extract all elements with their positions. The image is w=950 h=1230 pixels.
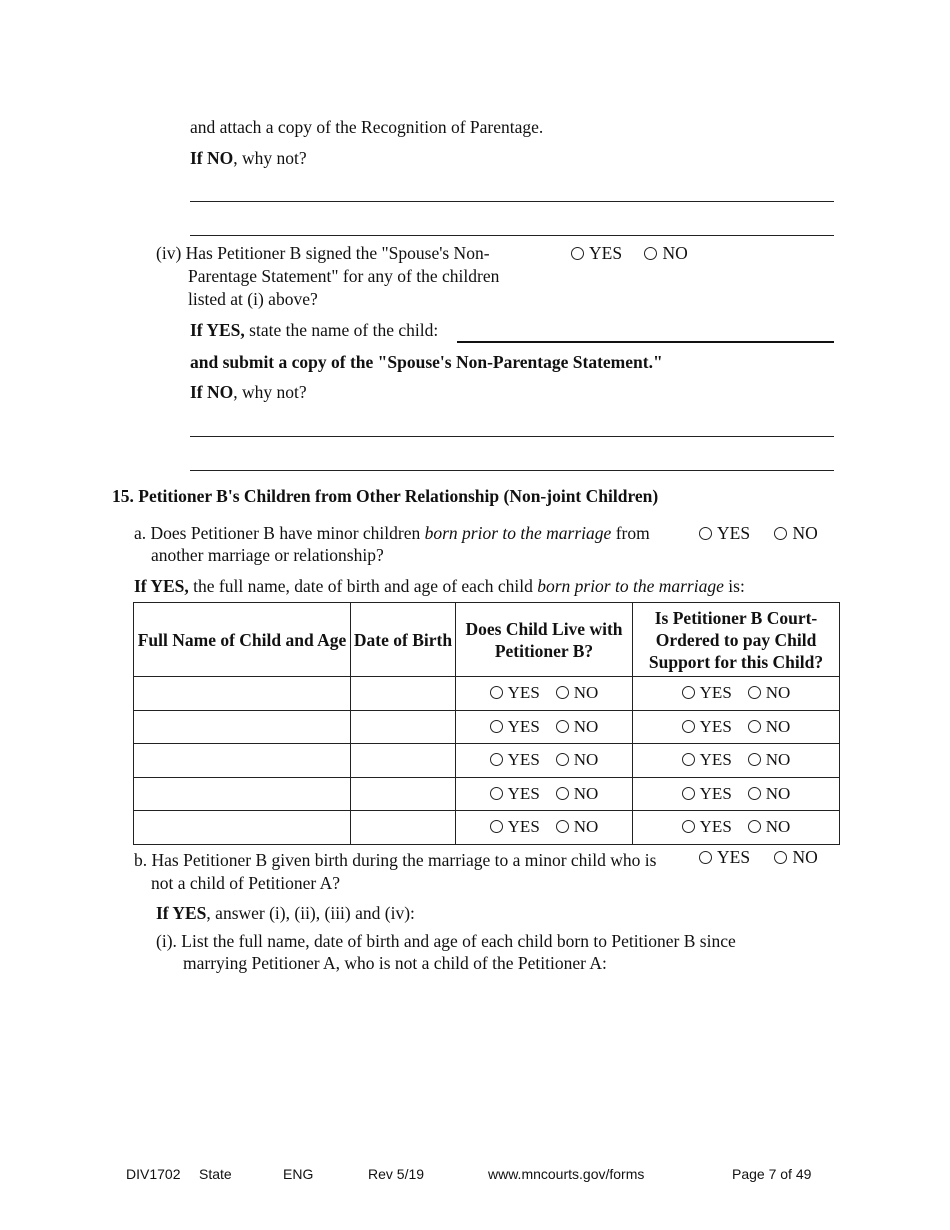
children-table-header <box>134 603 840 677</box>
radio-circle-icon <box>556 686 569 699</box>
child-dob-cell[interactable] <box>351 710 456 744</box>
question-b-yes-radio[interactable]: YES <box>699 847 750 868</box>
radio-circle-icon <box>699 851 712 864</box>
footer-state: State <box>199 1166 232 1182</box>
child-dob-cell[interactable] <box>351 744 456 778</box>
lives-with-yes-radio[interactable]: YES <box>490 750 540 770</box>
header-date-of-birth: Date of Birth <box>351 603 456 677</box>
radio-circle-icon <box>774 527 787 540</box>
question-iv-line-2: Parentage Statement" for any of the children <box>188 266 500 286</box>
radio-circle-icon <box>699 527 712 540</box>
why-not-iv-answer-line-2[interactable] <box>190 470 834 471</box>
radio-circle-icon <box>490 686 503 699</box>
radio-circle-icon <box>571 247 584 260</box>
support-options <box>633 677 840 711</box>
lives-with-no-radio[interactable]: NO <box>556 683 599 703</box>
question-b-if-yes: If YES, answer (i), (ii), (iii) and (iv): <box>156 903 415 923</box>
if-yes-child-name-label: If YES, state the name of the child: <box>190 320 439 340</box>
support-yes-radio[interactable]: YES <box>682 750 732 770</box>
if-no-prompt-iv: If NO, why not? <box>190 382 307 402</box>
lives-with-yes-radio[interactable]: YES <box>490 784 540 804</box>
radio-circle-icon <box>682 753 695 766</box>
radio-circle-icon <box>556 787 569 800</box>
question-a-yes-radio[interactable]: YES <box>699 523 750 544</box>
child-name-cell[interactable] <box>134 777 351 811</box>
child-dob-cell[interactable] <box>351 677 456 711</box>
support-no-radio[interactable]: NO <box>748 750 791 770</box>
table-row <box>134 677 840 711</box>
radio-circle-icon <box>774 851 787 864</box>
support-no-radio[interactable]: NO <box>748 717 791 737</box>
header-lives-with: Does Child Live with Petitioner B? <box>456 603 633 677</box>
lives-with-no-radio[interactable]: NO <box>556 717 599 737</box>
question-iv-line-3: listed at (i) above? <box>188 289 318 309</box>
support-no-radio[interactable]: NO <box>748 784 791 804</box>
support-no-radio[interactable]: NO <box>748 817 791 837</box>
if-yes-table-intro: If YES, the full name, date of birth and age of each child born prior to the marriage is: <box>134 576 745 596</box>
child-name-cell[interactable] <box>134 811 351 845</box>
question-b-line-1: b. Has Petitioner B given birth during the marriage to a minor child who is <box>134 850 657 870</box>
lives-with-options <box>456 777 633 811</box>
radio-circle-icon <box>748 753 761 766</box>
radio-circle-icon <box>682 787 695 800</box>
lives-with-yes-radio[interactable]: YES <box>490 817 540 837</box>
child-name-cell[interactable] <box>134 710 351 744</box>
support-options <box>633 811 840 845</box>
header-full-name: Full Name of Child and Age <box>134 603 351 677</box>
radio-circle-icon <box>682 686 695 699</box>
question-b-line-2: not a child of Petitioner A? <box>151 873 341 893</box>
question-a-line-2: another marriage or relationship? <box>151 545 384 565</box>
footer-form-id: DIV1702 <box>126 1166 181 1182</box>
lives-with-options <box>456 811 633 845</box>
radio-circle-icon <box>748 787 761 800</box>
question-iv-line-1: (iv) Has Petitioner B signed the "Spouse's Non- <box>156 243 490 263</box>
section-15-title: 15. Petitioner B's Children from Other Relationship (Non-joint Children) <box>112 486 659 506</box>
question-a-no-radio[interactable]: NO <box>774 523 817 544</box>
why-not-answer-line-1[interactable] <box>190 201 834 202</box>
child-dob-cell[interactable] <box>351 811 456 845</box>
attach-recognition-text: and attach a copy of the Recognition of Parentage. <box>190 117 544 137</box>
lives-with-options <box>456 677 633 711</box>
support-yes-radio[interactable]: YES <box>682 683 732 703</box>
child-name-input-line[interactable] <box>457 341 834 343</box>
child-name-cell[interactable] <box>134 677 351 711</box>
support-options <box>633 744 840 778</box>
question-iv-yes-radio[interactable]: YES <box>571 243 622 264</box>
question-b-i-line-1: (i). List the full name, date of birth and age of each child born to Petitioner B since <box>156 931 736 951</box>
lives-with-no-radio[interactable]: NO <box>556 750 599 770</box>
footer-language: ENG <box>283 1166 314 1182</box>
lives-with-yes-radio[interactable]: YES <box>490 717 540 737</box>
radio-circle-icon <box>682 720 695 733</box>
radio-circle-icon <box>490 787 503 800</box>
question-iv-options <box>571 243 688 264</box>
support-yes-radio[interactable]: YES <box>682 817 732 837</box>
radio-circle-icon <box>748 720 761 733</box>
table-row <box>134 811 840 845</box>
lives-with-yes-radio[interactable]: YES <box>490 683 540 703</box>
radio-circle-icon <box>490 720 503 733</box>
radio-circle-icon <box>490 753 503 766</box>
radio-circle-icon <box>748 686 761 699</box>
footer-url[interactable]: www.mncourts.gov/forms <box>488 1166 645 1182</box>
support-yes-radio[interactable]: YES <box>682 717 732 737</box>
question-a-options <box>699 523 818 544</box>
radio-circle-icon <box>556 820 569 833</box>
question-b-no-radio[interactable]: NO <box>774 847 817 868</box>
child-name-cell[interactable] <box>134 744 351 778</box>
footer-page-number: Page 7 of 49 <box>732 1166 812 1182</box>
table-row <box>134 777 840 811</box>
radio-circle-icon <box>556 753 569 766</box>
header-child-support: Is Petitioner B Court-Ordered to pay Child Support for this Child? <box>633 603 840 677</box>
if-no-prompt: If NO, why not? <box>190 148 307 168</box>
question-b-i-line-2: marrying Petitioner A, who is not a child of the Petitioner A: <box>183 953 607 973</box>
why-not-answer-line-2[interactable] <box>190 235 834 236</box>
question-a-line-1: a. Does Petitioner B have minor children born prior to the marriage from <box>134 523 650 543</box>
support-options <box>633 710 840 744</box>
question-iv-no-radio[interactable]: NO <box>644 243 687 264</box>
question-b-options <box>699 847 818 868</box>
table-row <box>134 744 840 778</box>
support-options <box>633 777 840 811</box>
why-not-iv-answer-line-1[interactable] <box>190 436 834 437</box>
submit-statement-text: and submit a copy of the "Spouse's Non-Parentage Statement." <box>190 352 663 372</box>
footer-revision: Rev 5/19 <box>368 1166 425 1182</box>
table-row <box>134 710 840 744</box>
support-yes-radio[interactable]: YES <box>682 784 732 804</box>
lives-with-no-radio[interactable]: NO <box>556 784 599 804</box>
radio-circle-icon <box>644 247 657 260</box>
radio-circle-icon <box>490 820 503 833</box>
child-dob-cell[interactable] <box>351 777 456 811</box>
radio-circle-icon <box>556 720 569 733</box>
lives-with-options <box>456 710 633 744</box>
radio-circle-icon <box>682 820 695 833</box>
radio-circle-icon <box>748 820 761 833</box>
children-table <box>133 602 840 845</box>
lives-with-options <box>456 744 633 778</box>
support-no-radio[interactable]: NO <box>748 683 791 703</box>
lives-with-no-radio[interactable]: NO <box>556 817 599 837</box>
